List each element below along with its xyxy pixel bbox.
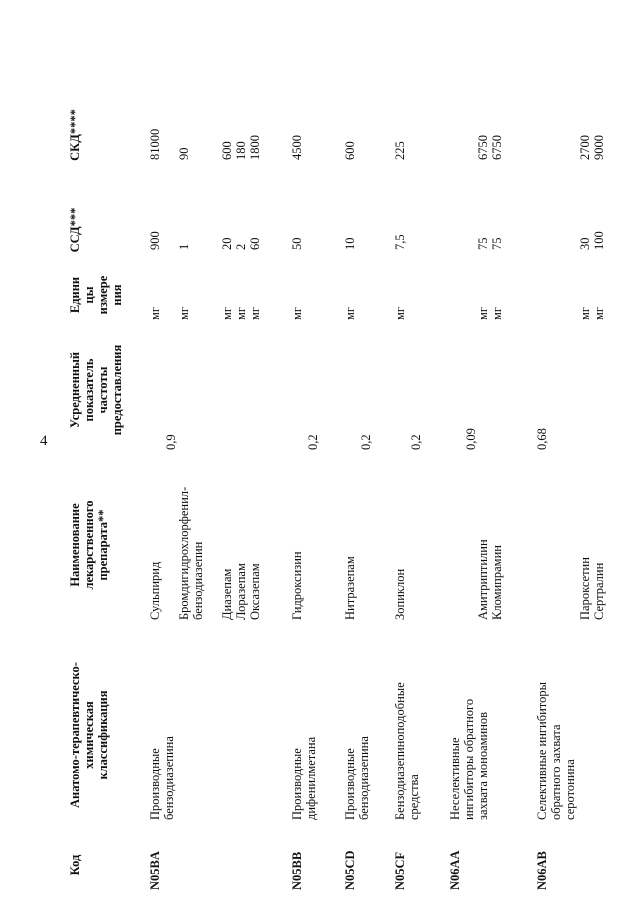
drug-skd: 180	[234, 141, 248, 160]
drug-unit: мг	[220, 306, 234, 320]
drug-skd: 4500	[290, 135, 304, 160]
drug-unit: мг	[343, 306, 357, 320]
header-unit: Едини цы измере ния	[68, 275, 124, 315]
row-freq: 0,09	[464, 428, 478, 450]
drug-name: Пароксетин	[578, 557, 592, 620]
row-freq: 0,9	[164, 434, 178, 450]
drug-unit: мг	[148, 306, 162, 320]
row-freq: 0,2	[409, 434, 423, 450]
drug-skd: 90	[177, 147, 191, 160]
drug-skd: 1800	[248, 135, 262, 160]
header-skd: СКД****	[68, 109, 82, 161]
drug-ssd: 2	[234, 243, 248, 250]
drug-skd: 6750	[490, 135, 504, 160]
drug-ssd: 20	[220, 237, 234, 250]
row-atc: Неселективные ингибиторы обратного захвата моноаминов	[448, 698, 490, 820]
row-atc: Производные бензодиазепина	[148, 736, 176, 820]
drug-unit: мг	[393, 306, 407, 320]
drug-ssd: 60	[248, 237, 262, 250]
drug-name: Бромдигидрохлорфенил- бензодиазепин	[177, 486, 205, 620]
drug-name: Диазепам	[220, 568, 234, 620]
drug-name: Гидроксизин	[290, 551, 304, 620]
drug-ssd: 7,5	[393, 234, 407, 250]
drug-skd: 81000	[148, 128, 162, 160]
drug-name: Нитразепам	[343, 556, 357, 620]
row-code: N05CD	[343, 850, 357, 890]
drug-ssd: 900	[148, 231, 162, 250]
drug-name: Сертралин	[592, 562, 606, 620]
drug-ssd: 100	[592, 231, 606, 250]
row-code: N05BA	[148, 851, 162, 890]
row-freq: 0,68	[535, 428, 549, 450]
drug-unit: мг	[476, 306, 490, 320]
header-drug: Наименование лекарственного препарата**	[68, 500, 110, 590]
row-code: N06AB	[535, 851, 549, 890]
row-code: N05CF	[393, 851, 407, 890]
drug-skd: 9000	[592, 135, 606, 160]
row-code: N06AA	[448, 850, 462, 890]
drug-name: Оксазепам	[248, 563, 262, 620]
drug-ssd: 10	[343, 237, 357, 250]
header-ssd: ССД***	[68, 207, 82, 253]
header-atc: Анатомо-терапевтическо- химическая классификация	[68, 662, 110, 808]
drug-ssd: 30	[578, 237, 592, 250]
drug-skd: 225	[393, 141, 407, 160]
row-atc: Производные бензодиазепина	[343, 736, 371, 820]
header-code: Код	[68, 854, 82, 876]
drug-skd: 600	[220, 141, 234, 160]
row-atc: Производные дифенилметана	[290, 736, 318, 820]
drug-skd: 6750	[476, 135, 490, 160]
drug-unit: мг	[490, 306, 504, 320]
drug-unit: мг	[234, 306, 248, 320]
drug-ssd: 50	[290, 237, 304, 250]
drug-name: Лоразепам	[234, 563, 248, 620]
drug-name: Кломипрамин	[490, 545, 504, 620]
drug-skd: 2700	[578, 135, 592, 160]
drug-name: Зопиклон	[393, 568, 407, 620]
row-atc: Селективные ингибиторы обратного захвата серотонина	[535, 682, 577, 820]
row-freq: 0,2	[359, 434, 373, 450]
drug-skd: 600	[343, 141, 357, 160]
drug-unit: мг	[290, 306, 304, 320]
drug-ssd: 75	[476, 237, 490, 250]
drug-name: Сульпирид	[148, 561, 162, 620]
drug-ssd: 75	[490, 237, 504, 250]
drug-unit: мг	[592, 306, 606, 320]
drug-unit: мг	[248, 306, 262, 320]
row-atc: Бензодиазепиноподобные средства	[393, 682, 421, 820]
row-code: N05BB	[290, 851, 304, 890]
drug-ssd: 1	[177, 243, 191, 250]
drug-unit: мг	[177, 306, 191, 320]
header-freq: Усредненный показатель частоты предоставления	[68, 344, 124, 436]
drug-name: Амитриптилин	[476, 539, 490, 620]
drug-unit: мг	[578, 306, 592, 320]
drug-table	[60, 10, 620, 890]
page-number: 4	[40, 433, 48, 449]
row-freq: 0,2	[306, 434, 320, 450]
